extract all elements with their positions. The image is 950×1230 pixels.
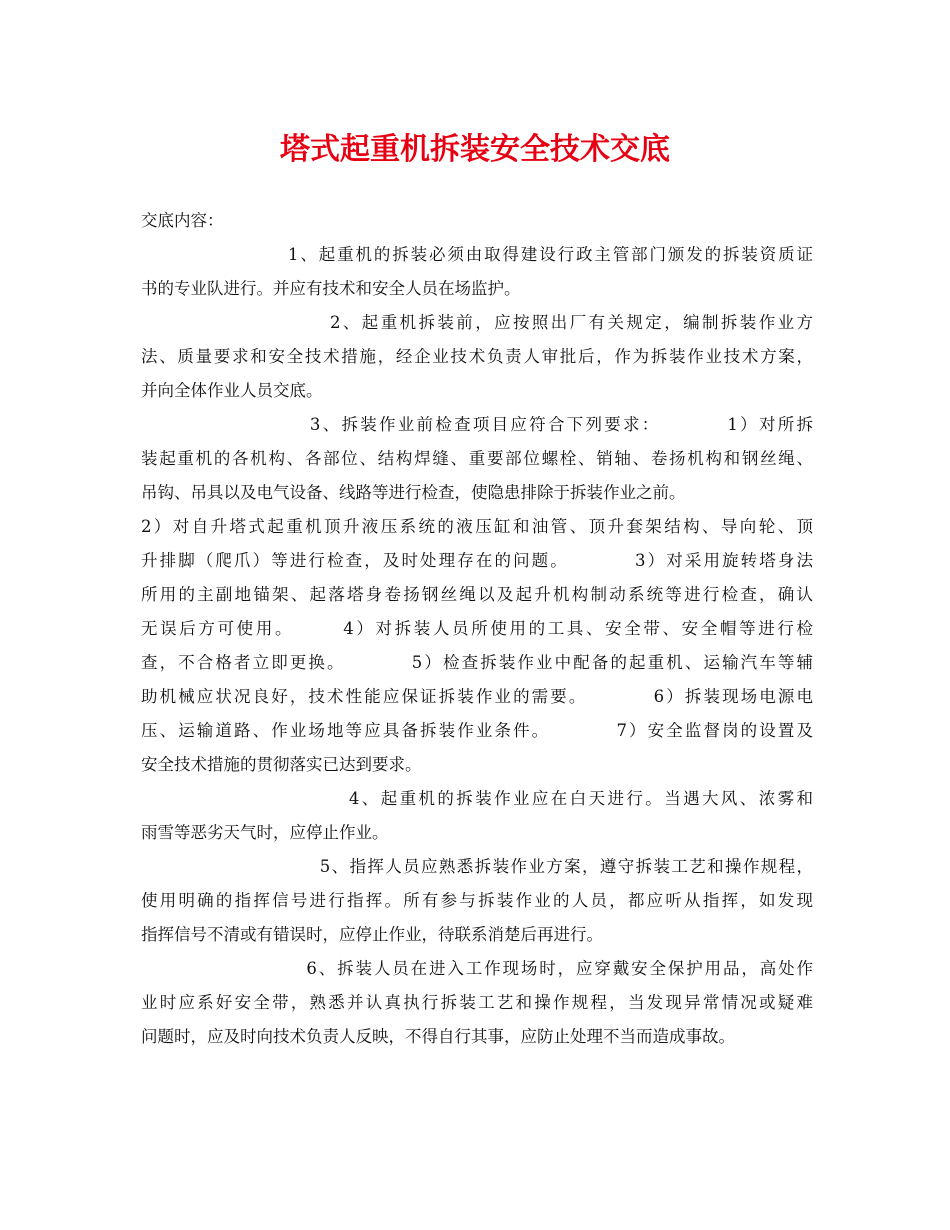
text-line: 指挥信号不清或有错误时，应停止作业，待联系消楚后再进行。 [141,925,603,944]
text-line: 2、起重机拆装前，应按照出厂有关规定，编制拆装作业方 [141,313,813,332]
text-line: 4、起重机的拆装作业应在白天进行。当遇大风、浓雾和 [141,789,813,808]
text-line: 压、运输道路、作业场地等应具备拆装作业条件。 7）安全监督岗的设置及 [141,721,813,740]
text-line: 5、指挥人员应熟悉拆装作业方案，遵守拆装工艺和操作规程， [141,857,813,876]
text-line: 法、质量要求和安全技术措施，经企业技术负责人审批后，作为拆装作业技术方案， [141,347,813,366]
text-line: 2）对自升塔式起重机顶升液压系统的液压缸和油管、顶升套架结构、导向轮、顶 [141,517,813,536]
text-line: 无误后方可使用。 4）对拆装人员所使用的工具、安全带、安全帽等进行检 [141,619,813,638]
text-line: 雨雪等恶劣天气时，应停止作业。 [141,823,389,842]
text-line: 交底内容： [141,211,224,230]
text-line: 1、起重机的拆装必须由取得建设行政主管部门颁发的拆装资质证 [141,245,813,264]
text-line: 业时应系好安全带，熟悉并认真执行拆装工艺和操作规程，当发现异常情况或疑难 [141,993,813,1012]
text-line: 问题时，应及时向技术负责人反映，不得自行其事，应防止处理不当而造成事故。 [141,1027,735,1046]
text-line: 6、拆装人员在进入工作现场时，应穿戴安全保护用品，高处作 [141,959,813,978]
text-line: 使用明确的指挥信号进行指挥。所有参与拆装作业的人员，都应听从指挥，如发现 [141,891,813,910]
text-line: 书的专业队进行。并应有技术和安全人员在场监护。 [141,279,521,298]
text-line: 安全技术措施的贯彻落实已达到要求。 [141,755,422,774]
text-line: 查，不合格者立即更换。 5）检查拆装作业中配备的起重机、运输汽车等辅 [141,653,813,672]
text-line: 并向全体作业人员交底。 [141,381,323,400]
text-line: 装起重机的各机构、各部位、结构焊缝、重要部位螺栓、销轴、卷扬机构和钢丝绳、 [141,449,813,468]
document-title: 塔式起重机拆装安全技术交底 [280,132,670,167]
text-line: 吊钩、吊具以及电气设备、线路等进行检查，使隐患排除于拆装作业之前。 [141,483,686,502]
text-line: 3、拆装作业前检查项目应符合下列要求： 1）对所拆 [141,415,813,434]
text-line: 助机械应状况良好，技术性能应保证拆装作业的需要。 6）拆装现场电源电 [141,687,813,706]
text-line: 所用的主副地锚架、起落塔身卷扬钢丝绳以及起升机构制动系统等进行检查，确认 [141,585,813,604]
text-line: 升排脚（爬爪）等进行检查，及时处理存在的问题。 3）对采用旋转塔身法 [141,551,813,570]
